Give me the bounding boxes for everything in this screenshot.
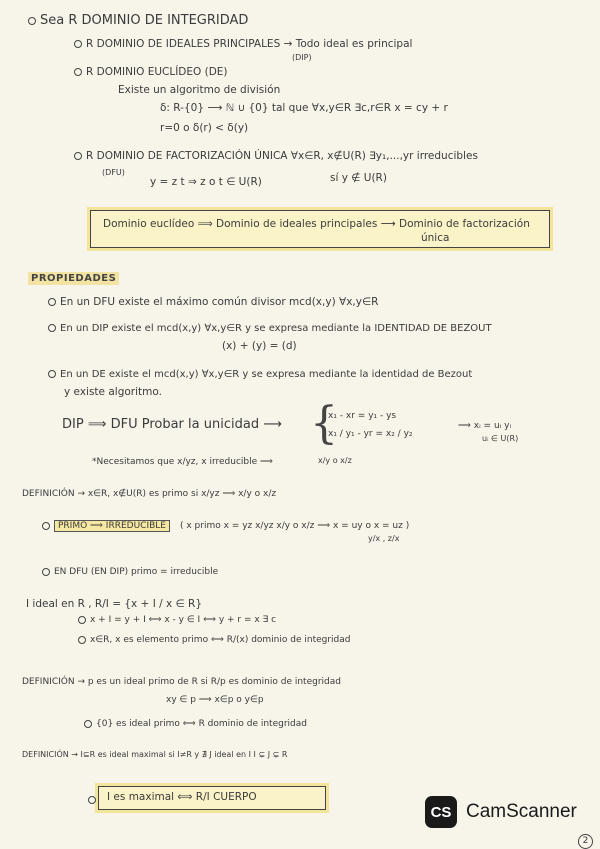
ideal-elemento-primo: x∈R, x es elemento primo ⟺ R/(x) dominio de integridad xyxy=(78,634,351,647)
summary-implication-cont: única xyxy=(421,232,450,244)
primo-irreducible: PRIMO ⟹ IRREDUCIBLE xyxy=(42,520,170,533)
ideal-clase: x + I = y + I ⟺ x - y ∈ I ⟺ y + r = x ∃ c xyxy=(78,614,276,627)
dfu-primo-irreducible: EN DFU (EN DIP) primo = irreducible xyxy=(42,566,218,579)
prop-necesitamos-result: x/y o x/z xyxy=(318,456,352,465)
line-irreducible-cond: sí y ∉ U(R) xyxy=(330,172,387,184)
line-algoritmo: Existe un algoritmo de división xyxy=(118,84,281,96)
cero-ideal-primo: {0} es ideal primo ⟺ R dominio de integridad xyxy=(84,718,307,731)
primo-proof-b: y/x , z/x xyxy=(368,534,400,543)
summary-box xyxy=(90,210,550,248)
prop-de-algoritmo: y existe algoritmo. xyxy=(64,386,162,398)
line-dfu: R DOMINIO DE FACTORIZACIÓN ÚNICA ∀x∈R, x∉U(R) ∃y₁,...,yr irreducibles xyxy=(74,150,478,163)
unicidad-unit: uᵢ ∈ U(R) xyxy=(482,434,519,443)
line-dip: R DOMINIO DE IDEALES PRINCIPALES → Todo ideal es principal xyxy=(74,38,412,51)
line-de: R DOMINIO EUCLÍDEO (DE) xyxy=(74,66,228,79)
line-delta: δ: R-{0} ⟶ ℕ ∪ {0} tal que ∀x,y∈R ∃c,r∈R x = cy + r xyxy=(160,102,448,114)
definicion-primo: DEFINICIÓN → x∈R, x∉U(R) es primo si x/yz ⟹ x/y o x/z xyxy=(22,489,277,499)
maximal-cuerpo: I es maximal ⟺ R/I CUERPO xyxy=(107,791,257,803)
prop-de-bezout: En un DE existe el mcd(x,y) ∀x,y∈R y se expresa mediante la identidad de Bezout xyxy=(48,368,472,381)
ideal-primo-cond: xy ∈ p ⟹ x∈p o y∈p xyxy=(166,695,264,705)
brace-left: { xyxy=(310,398,338,449)
line-r-zero: r=0 o δ(r) < δ(y) xyxy=(160,122,249,134)
line-dip-abbrev: (DIP) xyxy=(292,53,312,62)
section-title-propiedades: PROPIEDADES xyxy=(28,272,119,285)
ideal-cociente: I ideal en R , R/I = {x + I / x ∈ R} xyxy=(26,598,203,610)
line-irreducible-def: y = z t ⇒ z o t ∈ U(R) xyxy=(150,176,262,188)
page-number: 2 xyxy=(578,834,593,849)
unicidad-result: ⟹ xᵢ = uᵢ yᵢ xyxy=(458,421,512,431)
line-dfu-abbrev: (DFU) xyxy=(102,168,125,177)
unicidad-eq2: x₁ / y₁ - yr = x₂ / y₂ xyxy=(328,429,413,439)
summary-implication: Dominio euclídeo ⟹ Dominio de ideales principales ⟶ Dominio de factorización xyxy=(103,218,530,230)
camscanner-watermark: CamScanner xyxy=(466,801,577,822)
primo-proof: ( x primo x = yz x/yz x/y o x/z ⟹ x = uy o x = uz ) xyxy=(180,521,410,531)
prop-dip-bezout: En un DIP existe el mcd(x,y) ∀x,y∈R y se expresa mediante la IDENTIDAD DE BEZOUT xyxy=(48,322,492,335)
maximal-box xyxy=(98,786,326,810)
line-dominio-integridad: Sea R DOMINIO DE INTEGRIDAD xyxy=(28,14,248,27)
definicion-ideal-maximal: DEFINICIÓN → I⊆R es ideal maximal si I≠R y ∄ J ideal en I I ⊊ J ⊊ R xyxy=(22,750,288,759)
camscanner-logo-icon: CS xyxy=(425,796,457,828)
unicidad-eq1: x₁ - xr = y₁ - ys xyxy=(328,411,397,421)
definicion-ideal-primo: DEFINICIÓN → p es un ideal primo de R si R/p es dominio de integridad xyxy=(22,677,341,687)
prop-dip-bezout-formula: (x) + (y) = (d) xyxy=(222,340,297,352)
prop-dip-dfu: DIP ⟹ DFU Probar la unicidad ⟶ xyxy=(62,417,282,432)
prop-dfu-mcd: En un DFU existe el máximo común divisor mcd(x,y) ∀x,y∈R xyxy=(48,296,378,309)
bullet-maximal xyxy=(88,796,96,804)
prop-necesitamos: *Necesitamos que x/yz, x irreducible ⟹ xyxy=(92,457,273,467)
